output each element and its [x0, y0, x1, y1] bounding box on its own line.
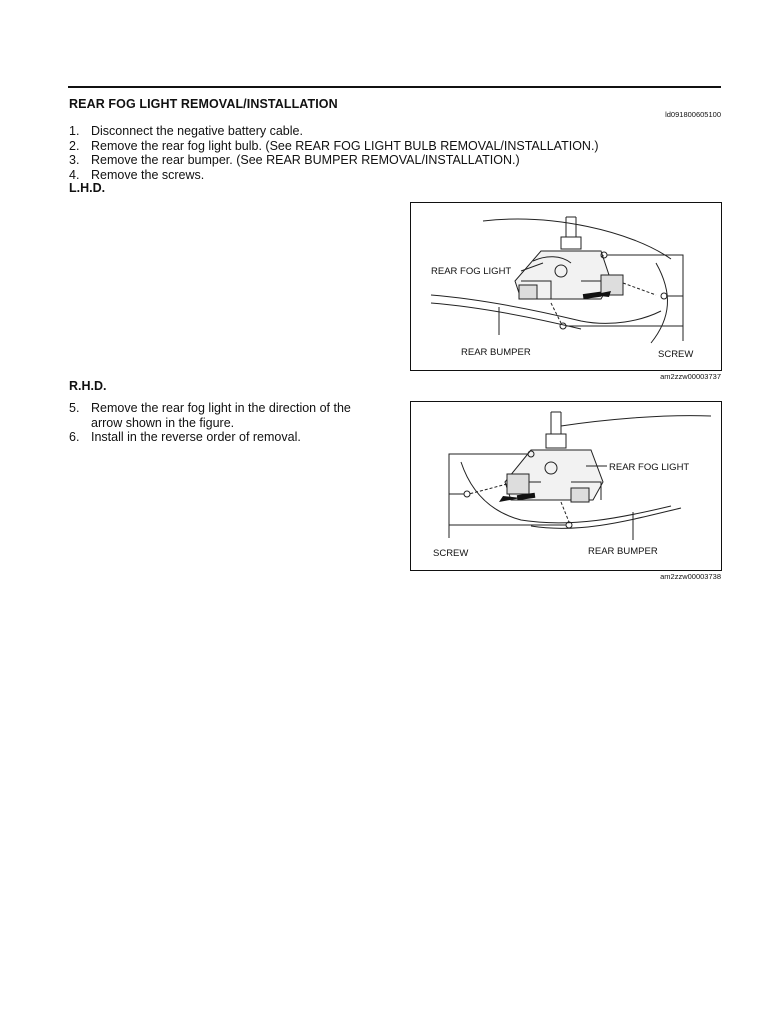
lhd-figure	[410, 202, 722, 371]
step-text: Disconnect the negative battery cable.	[91, 124, 303, 138]
step-number: 1.	[69, 124, 80, 138]
rhd-bumper-label: REAR BUMPER	[588, 546, 658, 557]
lhd-figure-id: am2zzw00003737	[660, 372, 721, 381]
lhd-bumper-label: REAR BUMPER	[461, 347, 531, 358]
step-text: Remove the screws.	[91, 167, 205, 182]
step-number: 6.	[69, 430, 80, 444]
rhd-fog-light-label: REAR FOG LIGHT	[609, 462, 690, 473]
step-item	[69, 139, 689, 154]
lhd-screw-label: SCREW	[658, 349, 694, 360]
step-number: 3.	[69, 153, 80, 167]
removal-steps-list	[69, 124, 689, 182]
step-text: Remove the rear bumper. (See REAR BUMPER REMOVAL/INSTALLATION.)	[91, 153, 520, 167]
document-id: ld091800605100	[665, 110, 721, 119]
step-text: Remove the rear fog light bulb. (See REAR FOG LIGHT BULB REMOVAL/INSTALLATION.)	[91, 138, 599, 153]
step-number: 4.	[69, 167, 80, 182]
step-text: Install in the reverse order of removal.	[91, 430, 301, 444]
step-item	[69, 153, 689, 168]
lhd-heading: L.H.D.	[69, 181, 106, 195]
step-number: 5.	[69, 401, 80, 415]
step-text: Remove the rear fog light in the direction of the arrow shown in the figure.	[91, 401, 351, 430]
step-number: 2.	[69, 138, 80, 153]
lhd-fog-light-illustration	[411, 203, 721, 370]
rhd-steps-list	[69, 401, 369, 445]
rhd-heading: R.H.D.	[69, 379, 107, 393]
rhd-figure-id: am2zzw00003738	[660, 572, 721, 581]
header-rule	[68, 86, 721, 88]
rhd-fog-light-illustration	[411, 402, 721, 570]
step-item	[69, 168, 689, 183]
rhd-screw-label: SCREW	[433, 548, 469, 559]
step-item	[69, 401, 369, 430]
page-title: REAR FOG LIGHT REMOVAL/INSTALLATION	[69, 97, 338, 111]
step-item	[69, 430, 369, 445]
lhd-fog-light-label: REAR FOG LIGHT	[431, 266, 512, 277]
step-item	[69, 124, 689, 139]
rhd-figure	[410, 401, 722, 571]
